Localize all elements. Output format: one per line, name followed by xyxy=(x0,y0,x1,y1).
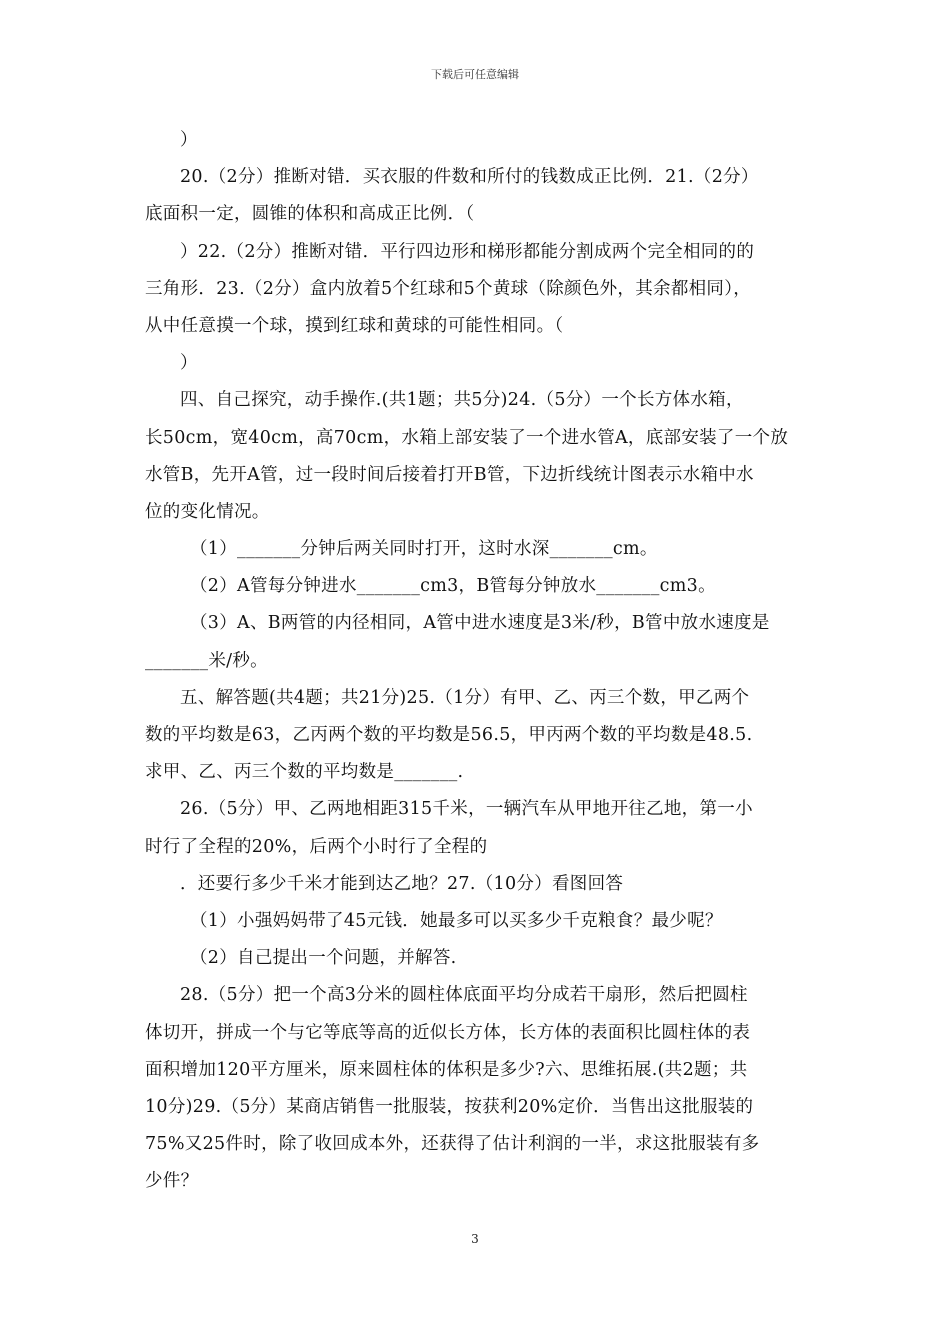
text-line: 28.（5分）把一个高3分米的圆柱体底面平均分成若干扇形，然后把圆柱 xyxy=(180,985,748,1006)
text-line: 面积增加120平方厘米，原来圆柱体的体积是多少?六、思维拓展.(共2题；共 xyxy=(145,1059,748,1080)
text-line: ）22.（2分）推断对错．平行四边形和梯形都能分割成两个完全相同的的 xyxy=(180,241,755,262)
text-line: 体切开，拼成一个与它等底等高的近似长方体，长方体的表面积比圆柱体的表 xyxy=(145,1022,751,1043)
document-body xyxy=(145,122,815,1200)
text-line: 26.（5分）甲、乙两地相距315千米，一辆汽车从甲地开往乙地，第一小 xyxy=(180,799,753,820)
text-line: 位的变化情况。 xyxy=(145,501,270,522)
text-line: 三角形．23.（2分）盒内放着5个红球和5个黄球（除颜色外，其余都相同）， xyxy=(145,278,752,299)
text-line: 10分)29.（5分）某商店销售一批服装，按获利20%定价．当售出这批服装的 xyxy=(145,1096,754,1117)
text-line: 求甲、乙、丙三个数的平均数是_______. xyxy=(145,762,464,783)
text-line: 从中任意摸一个球，摸到红球和黄球的可能性相同。（ xyxy=(145,315,564,336)
text-line: （3）A、B两管的内径相同，A管中进水速度是3米/秒，B管中放水速度是 xyxy=(190,613,770,634)
page-header: 下载后可任意编辑 xyxy=(431,68,519,81)
page-number: 3 xyxy=(471,1232,479,1246)
text-line: _______米/秒。 xyxy=(145,650,268,671)
text-line: ） xyxy=(180,353,198,374)
text-line: 20.（2分）推断对错．买衣服的件数和所付的钱数成正比例．21.（2分） xyxy=(180,167,759,188)
text-line: ．还要行多少千米才能到达乙地？27.（10分）看图回答 xyxy=(180,873,624,894)
text-line: （1）小强妈妈带了45元钱．她最多可以买多少千克粮食？最少呢？ xyxy=(190,910,723,931)
text-line: 少件？ xyxy=(145,1171,199,1192)
text-line: 五、解答题(共4题；共21分)25.（1分）有甲、乙、丙三个数，甲乙两个 xyxy=(180,687,750,708)
text-line: 时行了全程的20%，后两个小时行了全程的 xyxy=(145,836,488,857)
text-line: 长50cm，宽40cm，高70cm，水箱上部安装了一个进水管A，底部安装了一个放 xyxy=(145,427,789,448)
text-line: （2）A管每分钟进水_______cm3，B管每分钟放水_______cm3。 xyxy=(190,576,716,597)
text-line: 四、自己探究，动手操作.(共1题；共5分)24.（5分）一个长方体水箱， xyxy=(180,390,744,411)
text-line: 水管B，先开A管，过一段时间后接着打开B管，下边折线统计图表示水箱中水 xyxy=(145,464,754,485)
text-line: （2）自己提出一个问题，并解答. xyxy=(190,948,457,969)
text-line: 底面积一定，圆锥的体积和高成正比例．（ xyxy=(145,204,475,225)
text-line: 数的平均数是63，乙丙两个数的平均数是56.5，甲丙两个数的平均数是48.5. xyxy=(145,725,753,745)
text-line: 75%又25件时，除了收回成本外，还获得了估计利润的一半，求这批服装有多 xyxy=(145,1134,760,1155)
text-line: ） xyxy=(180,130,198,150)
text-line: （1）_______分钟后两关同时打开，这时水深_______cm。 xyxy=(190,539,658,560)
